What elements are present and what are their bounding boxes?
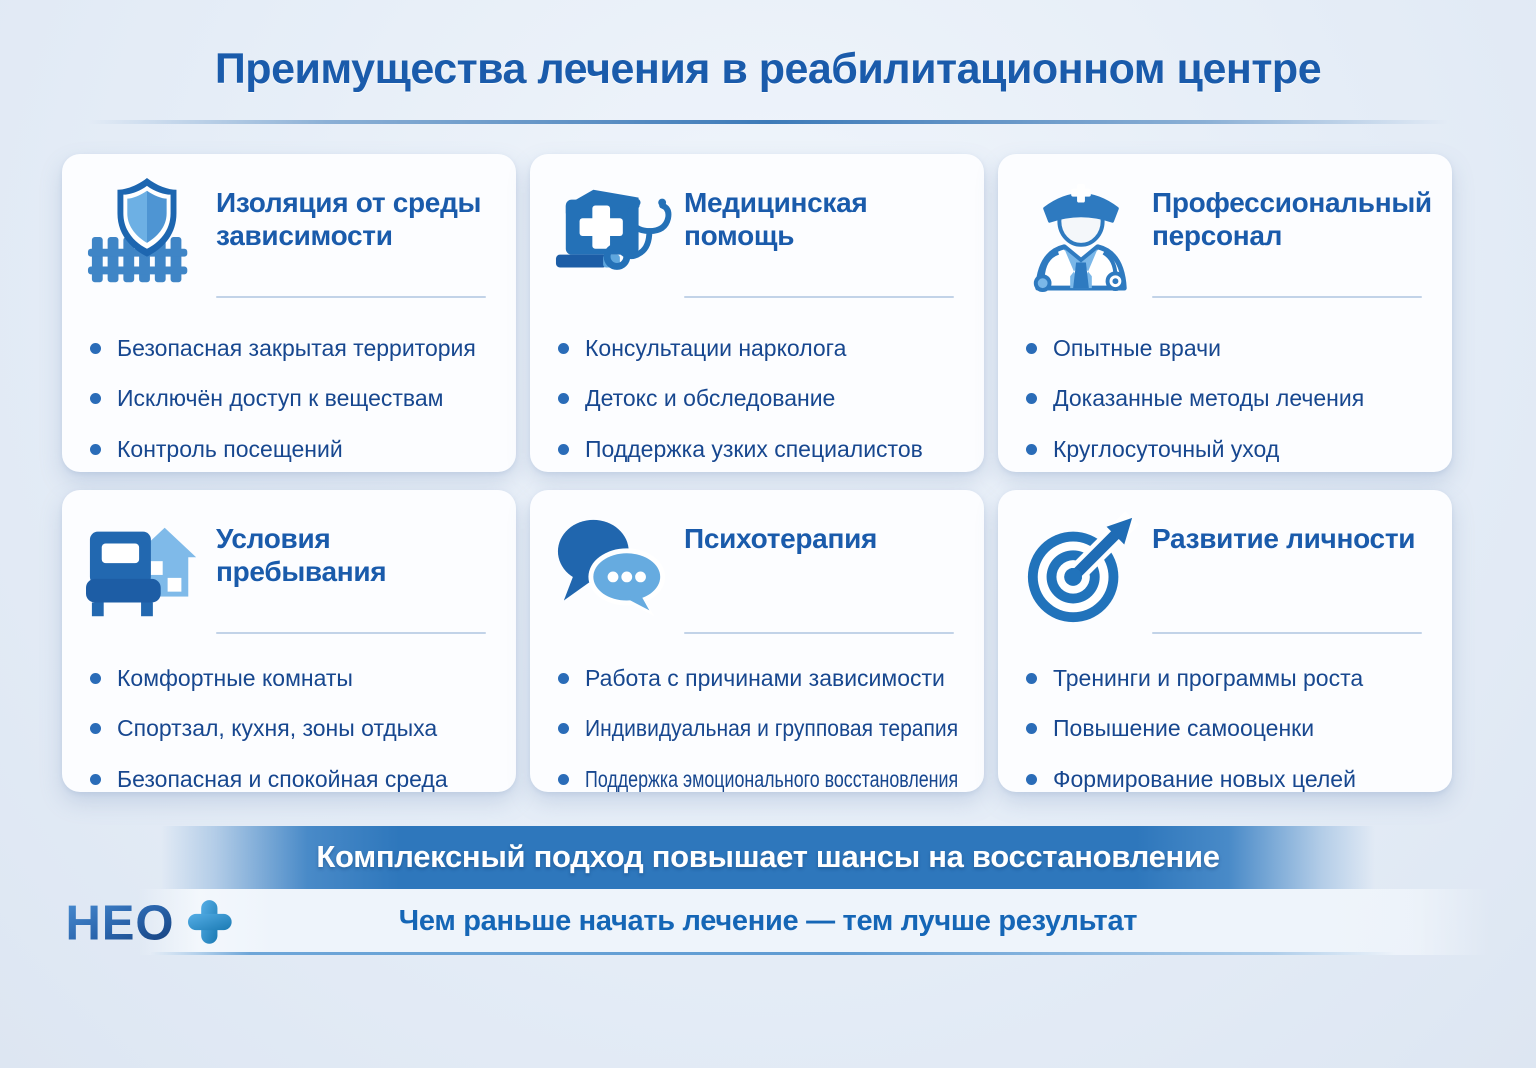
card-accommodation (62, 490, 516, 792)
card-title: Условия пребывания (216, 522, 387, 587)
bullet-list (554, 664, 958, 792)
card-title-separator (216, 632, 486, 634)
bullet-item: Спортзал, кухня, зоны отдыха (90, 714, 490, 743)
bullet-dot-icon (558, 343, 569, 354)
target-arrow-icon (1022, 510, 1140, 632)
card-title-separator (684, 632, 954, 634)
bullet-dot-icon (558, 723, 569, 734)
banner-text: Комплексный подход повышает шансы на восстановление (316, 839, 1220, 875)
bullet-dot-icon (1026, 673, 1037, 684)
footer-strip (0, 889, 1536, 955)
card-psychotherapy (530, 490, 984, 792)
medical-bag-stethoscope-icon (554, 174, 672, 296)
bullet-item: Консультации нарколога (558, 334, 958, 363)
bullet-dot-icon (90, 723, 101, 734)
card-head (1022, 510, 1426, 636)
bullet-item: Доказанные методы лечения (1026, 384, 1426, 413)
bullet-dot-icon (90, 343, 101, 354)
title-divider (88, 120, 1448, 124)
chat-bubbles-icon (554, 510, 672, 632)
bullet-dot-icon (558, 393, 569, 404)
card-head (86, 174, 490, 300)
bullet-item: Круглосуточный уход (1026, 435, 1426, 464)
card-title-separator (1152, 632, 1422, 634)
doctor-icon (1022, 174, 1140, 296)
shield-fence-icon (86, 174, 204, 296)
bullet-item: Безопасная закрытая территория (90, 334, 490, 363)
bullet-dot-icon (90, 774, 101, 785)
bullet-dot-icon (558, 444, 569, 455)
card-isolation (62, 154, 516, 472)
bullet-item: Детокс и обследование (558, 384, 958, 413)
card-title-separator (1152, 296, 1422, 298)
conclusion-banner (0, 826, 1536, 889)
bullet-dot-icon (90, 444, 101, 455)
bullet-item: Контроль посещений (90, 435, 490, 464)
card-title: Изоляция от среды зависимости (216, 186, 482, 251)
page-title: Преимущества лечения в реабилитационном центре (214, 45, 1322, 93)
bullet-dot-icon (1026, 723, 1037, 734)
bullet-list (86, 334, 490, 464)
infographic-page (0, 44, 1536, 1068)
bullet-item: Формирование новых целей (1026, 765, 1426, 792)
bed-house-icon (86, 510, 204, 632)
footer-underline (150, 952, 1396, 955)
card-professional-staff (998, 154, 1452, 472)
bullet-item: Комфортные комнаты (90, 664, 490, 693)
bullet-list (554, 334, 958, 464)
card-title-separator (684, 296, 954, 298)
bullet-item: Индивидуальная и групповая терапия (558, 714, 958, 743)
bullet-dot-icon (90, 673, 101, 684)
bullet-list (1022, 664, 1426, 792)
neo-plus-logo (62, 894, 244, 950)
bullet-item: Поддержка эмоционального восстановления (558, 765, 958, 792)
logo-text: НЕО (65, 896, 175, 950)
bullet-item: Опытные врачи (1026, 334, 1426, 363)
bullet-item: Повышение самооценки (1026, 714, 1426, 743)
bullet-list (1022, 334, 1426, 464)
bullet-dot-icon (558, 774, 569, 785)
card-personal-growth (998, 490, 1452, 792)
bullet-dot-icon (1026, 444, 1037, 455)
bullet-dot-icon (1026, 393, 1037, 404)
card-head (554, 174, 958, 300)
cards-grid (62, 154, 1452, 792)
card-head (1022, 174, 1432, 300)
bullet-dot-icon (1026, 774, 1037, 785)
card-medical-help (530, 154, 984, 472)
card-head (554, 510, 958, 636)
card-title-separator (216, 296, 486, 298)
card-title: Развитие личности (1152, 522, 1416, 554)
bullet-item: Работа с причинами зависимости (558, 664, 958, 693)
card-head (86, 510, 490, 636)
bullet-item: Поддержка узких специалистов (558, 435, 958, 464)
bullet-dot-icon (1026, 343, 1037, 354)
bullet-dot-icon (558, 673, 569, 684)
footer-tagline: Чем раньше начать лечение — тем лучше результат (398, 905, 1138, 938)
card-title: Психотерапия (684, 522, 878, 554)
card-title: Профессиональный персонал (1152, 186, 1432, 251)
bullet-item: Тренинги и программы роста (1026, 664, 1426, 693)
bullet-item: Исключён доступ к веществам (90, 384, 490, 413)
bullet-item: Безопасная и спокойная среда (90, 765, 490, 792)
bullet-dot-icon (90, 393, 101, 404)
logo-plus-icon (188, 900, 232, 944)
card-title: Медицинская помощь (684, 186, 868, 251)
bullet-list (86, 664, 490, 792)
